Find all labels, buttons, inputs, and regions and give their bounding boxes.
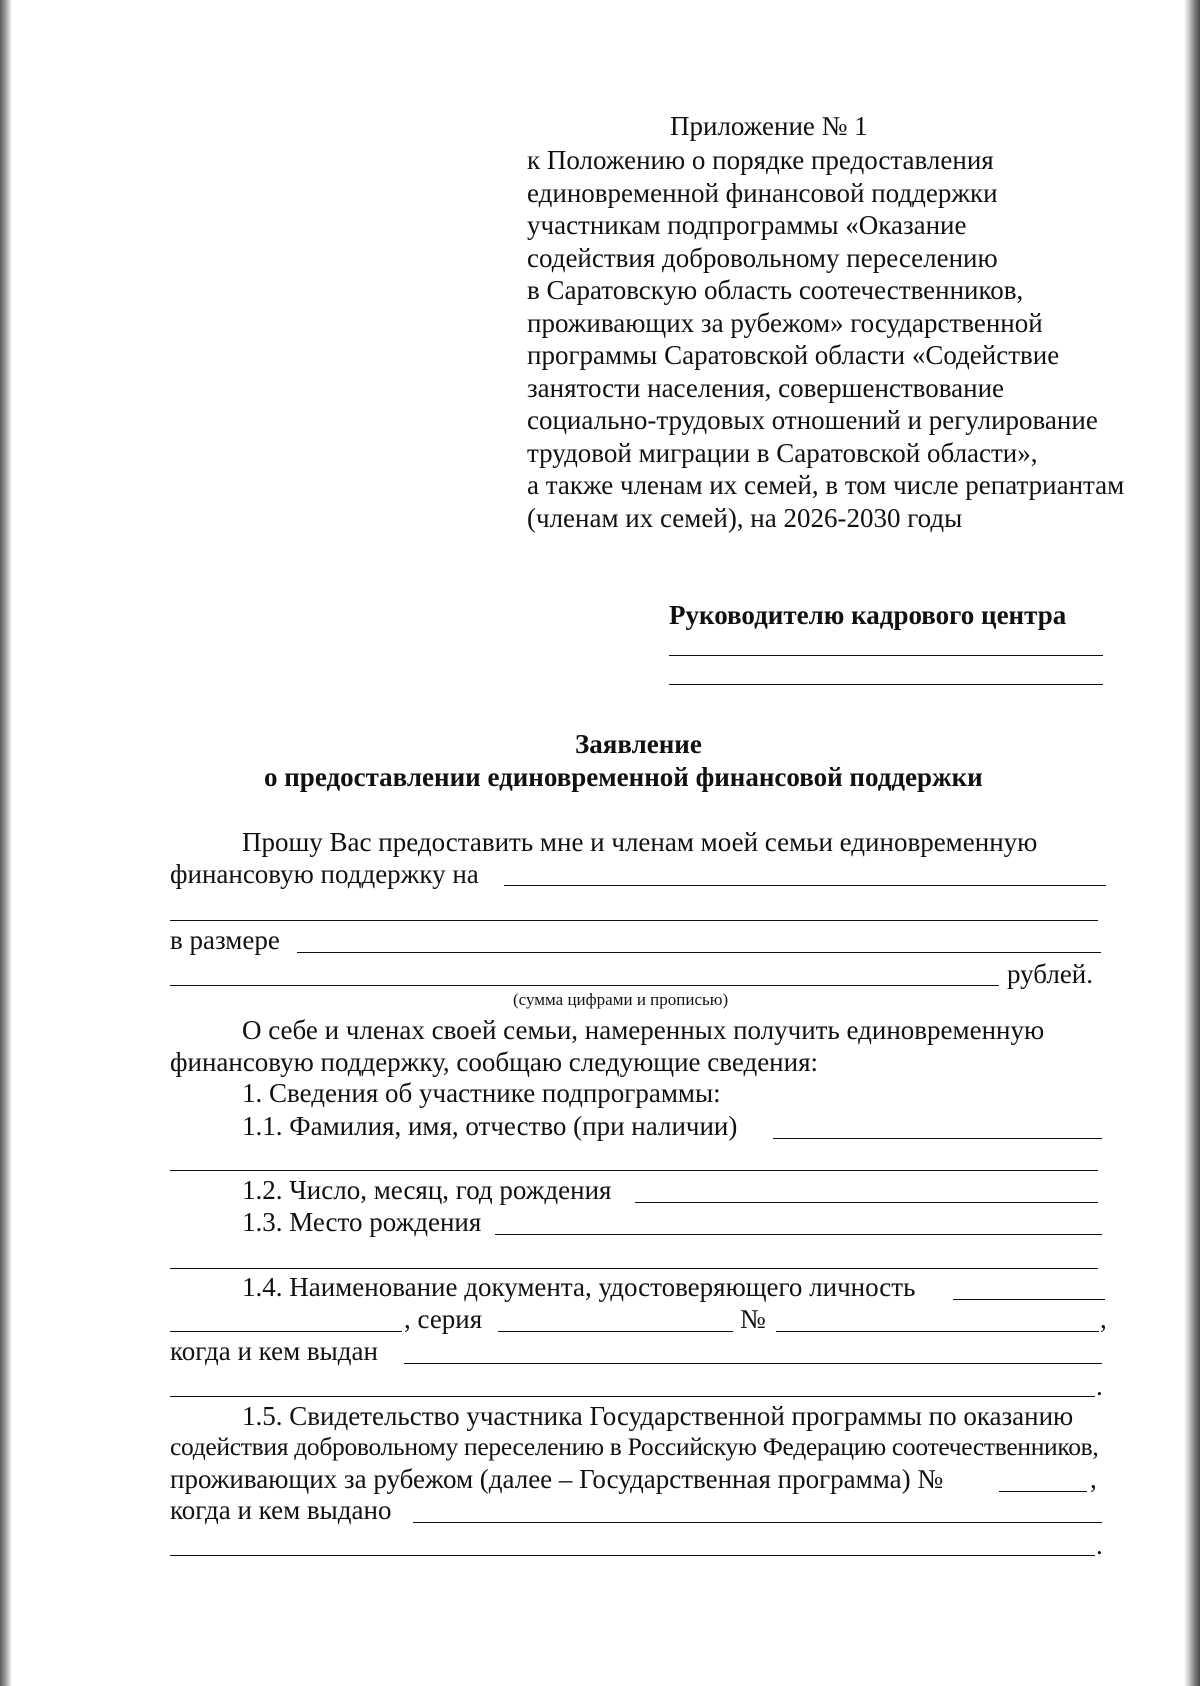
document-issued-by-label: когда и кем выдан bbox=[170, 1336, 378, 1366]
document-issued-by-period: . bbox=[1096, 1371, 1103, 1401]
appendix-line: участникам подпрограммы «Оказание bbox=[527, 210, 967, 240]
statement-title: Заявление bbox=[575, 729, 702, 759]
certificate-line3: проживающих за рубежом (далее – Государственная программа) № bbox=[170, 1464, 944, 1494]
document-issued-by-field-continued[interactable] bbox=[170, 1396, 1095, 1397]
appendix-line: в Саратовскую область соотечественников, bbox=[527, 275, 1024, 305]
appendix-line: программы Саратовской области «Содействие bbox=[527, 340, 1060, 370]
appendix-line: к Положению о порядке предоставления bbox=[527, 145, 994, 175]
identity-document-field[interactable] bbox=[953, 1299, 1105, 1300]
support-purpose-field[interactable] bbox=[504, 885, 1106, 886]
appendix-line: (членам их семей), на 2026-2030 годы bbox=[527, 503, 963, 533]
series-label: , серия bbox=[404, 1304, 483, 1334]
full-name-field[interactable] bbox=[773, 1138, 1102, 1139]
appendix-line: проживающих за рубежом» государственной bbox=[527, 308, 1043, 338]
support-purpose-field-continued[interactable] bbox=[170, 920, 1098, 921]
amount-hint: (сумма цифрами и прописью) bbox=[513, 990, 729, 1009]
amount-label: в размере bbox=[170, 925, 280, 955]
full-name-label: 1.1. Фамилия, имя, отчество (при наличии) bbox=[242, 1111, 738, 1141]
appendix-line: социально-трудовых отношений и регулирование bbox=[527, 405, 1098, 435]
series-field[interactable] bbox=[498, 1331, 733, 1332]
currency-label: рублей. bbox=[1007, 959, 1094, 989]
info-paragraph-line2: финансовую поддержку, сообщаю следующие сведения: bbox=[170, 1047, 818, 1077]
number-sign-label: № bbox=[740, 1304, 766, 1334]
birth-place-field-continued[interactable] bbox=[170, 1268, 1098, 1269]
appendix-line: а также членам их семей, в том числе репатриантам bbox=[527, 470, 1125, 500]
certificate-issued-by-field-continued[interactable] bbox=[170, 1555, 1095, 1556]
scan-right-edge bbox=[1184, 0, 1200, 1686]
appendix-line: занятости населения, совершенствование bbox=[527, 373, 1005, 403]
document-issued-by-field[interactable] bbox=[404, 1363, 1102, 1364]
certificate-issued-by-period: . bbox=[1096, 1530, 1103, 1560]
amount-field-continued[interactable] bbox=[170, 985, 999, 986]
appendix-title: Приложение № 1 bbox=[670, 111, 868, 141]
info-paragraph-line1: О себе и членах своей семьи, намеренных получить единовременную bbox=[242, 1015, 1045, 1045]
certificate-issued-by-field[interactable] bbox=[413, 1522, 1102, 1523]
certificate-number-field[interactable] bbox=[999, 1491, 1087, 1492]
addressee-title: Руководителю кадрового центра bbox=[669, 600, 1067, 630]
scan-left-edge bbox=[0, 0, 12, 1686]
birth-place-label: 1.3. Место рождения bbox=[242, 1207, 482, 1237]
appendix-line: трудовой миграции в Саратовской области», bbox=[527, 438, 1038, 468]
number-field-comma: , bbox=[1100, 1304, 1107, 1334]
birth-date-field[interactable] bbox=[635, 1202, 1098, 1203]
certificate-line2: содействия добровольному переселению в Российскую Федерацию соотечественников, bbox=[170, 1432, 1099, 1461]
birth-place-field[interactable] bbox=[495, 1234, 1102, 1235]
birth-date-label: 1.2. Число, месяц, год рождения bbox=[242, 1175, 612, 1205]
full-name-field-continued[interactable] bbox=[170, 1170, 1098, 1171]
identity-document-label: 1.4. Наименование документа, удостоверяющего личность bbox=[242, 1272, 916, 1302]
certificate-number-comma: , bbox=[1090, 1464, 1097, 1494]
addressee-blank-line[interactable] bbox=[669, 684, 1103, 685]
amount-field[interactable] bbox=[297, 952, 1101, 953]
certificate-line1: 1.5. Свидетельство участника Государственной программы по оказанию bbox=[242, 1401, 1074, 1431]
statement-subtitle: о предоставлении единовременной финансовой поддержки bbox=[264, 762, 983, 792]
identity-document-field-continued[interactable] bbox=[170, 1331, 402, 1332]
document-number-field[interactable] bbox=[776, 1331, 1099, 1332]
request-paragraph-line2: финансовую поддержку на bbox=[170, 859, 479, 889]
section-1-heading: 1. Сведения об участнике подпрограммы: bbox=[242, 1078, 721, 1108]
certificate-issued-by-label: когда и кем выдано bbox=[170, 1495, 392, 1525]
addressee-blank-line[interactable] bbox=[669, 655, 1103, 656]
appendix-line: единовременной финансовой поддержки bbox=[527, 178, 998, 208]
request-paragraph-line1: Прошу Вас предоставить мне и членам моей семьи единовременную bbox=[242, 827, 1038, 857]
appendix-line: содействия добровольному переселению bbox=[527, 243, 998, 273]
